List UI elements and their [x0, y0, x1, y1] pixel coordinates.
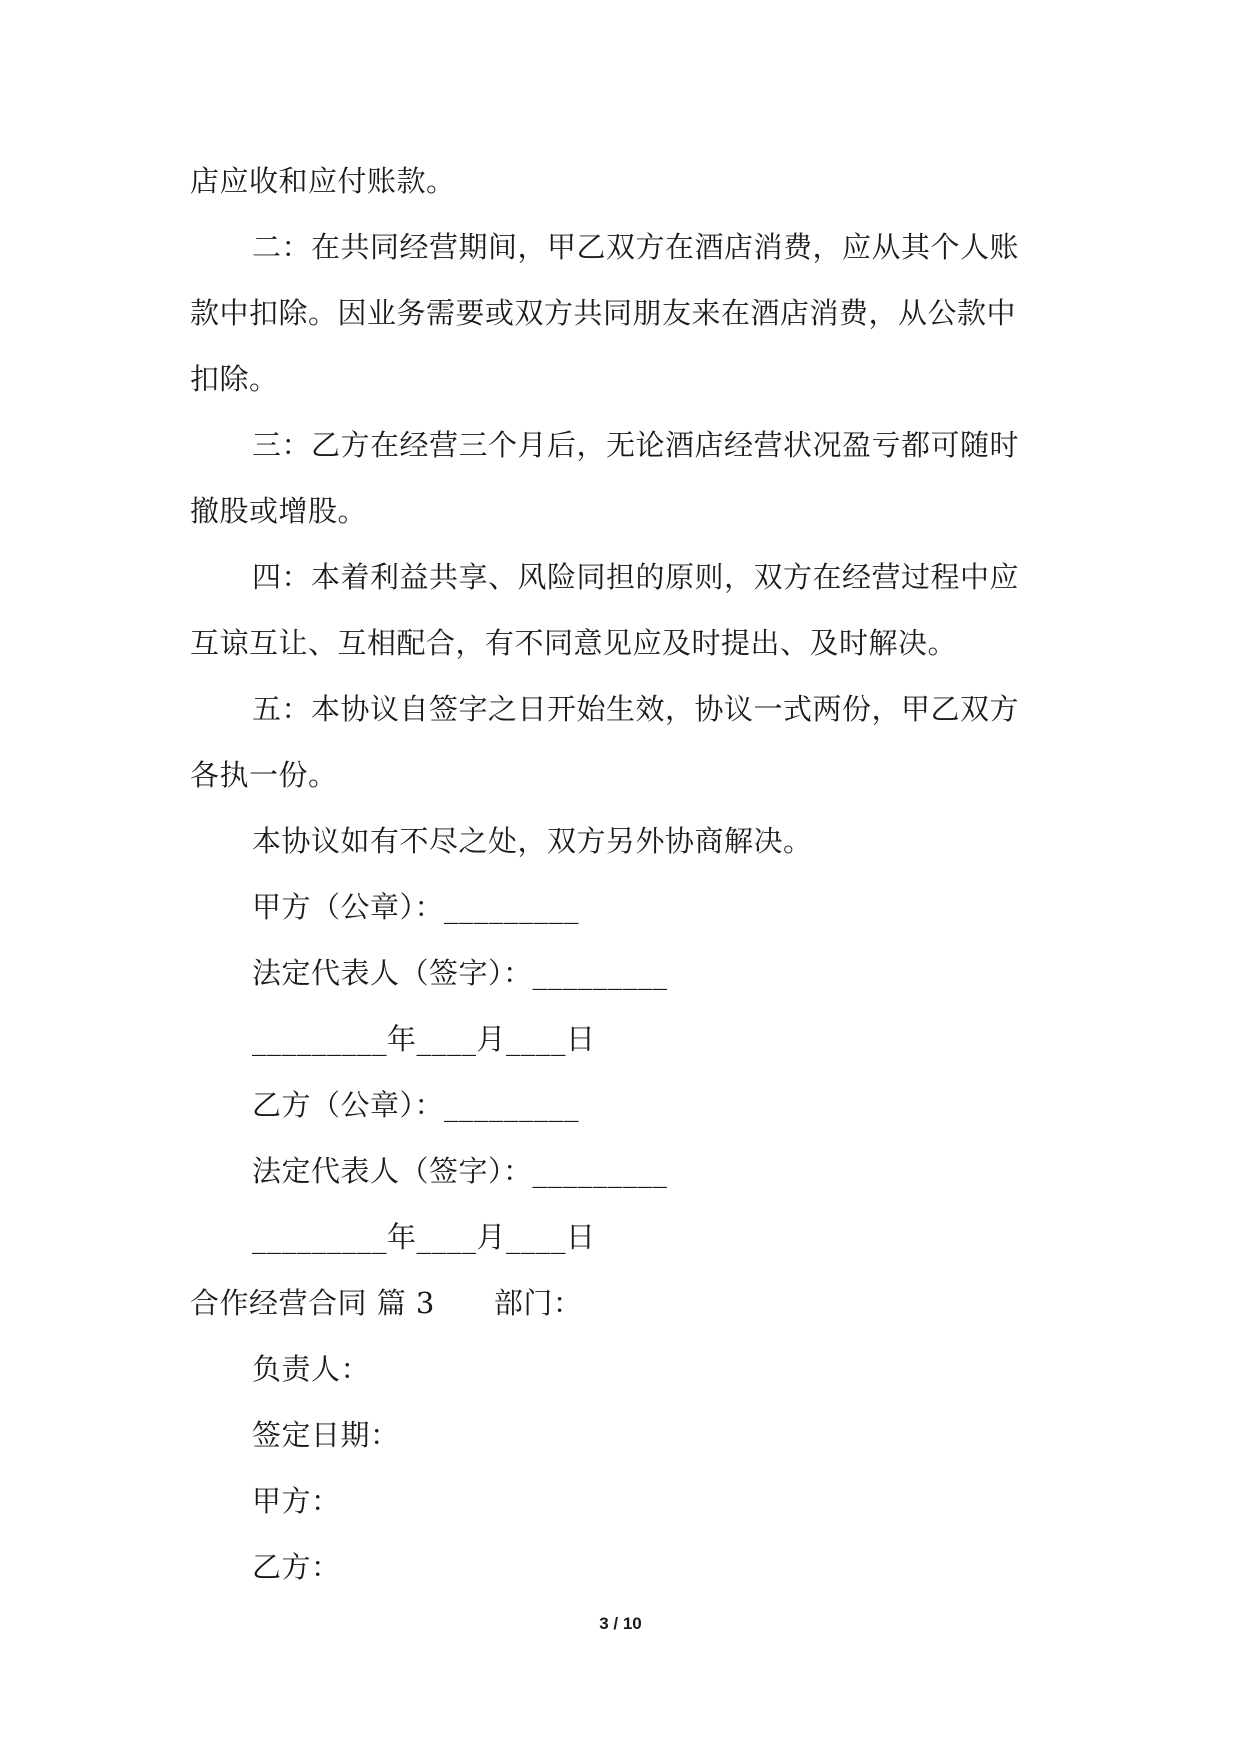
party-b-representative-field: 法定代表人（签字）：_________ [252, 1154, 668, 1188]
party-b-date-field: _________年____月____日 [252, 1220, 596, 1254]
clause-two-line-1: 二：在共同经营期间，甲乙双方在酒店消费，应从其个人账 [252, 230, 1020, 264]
responsible-person-field: 负责人： [252, 1352, 371, 1386]
party-b-seal-field: 乙方（公章）：_________ [252, 1088, 580, 1122]
clause-five-line-2: 各执一份。 [190, 758, 338, 792]
clause-two-line-2: 款中扣除。因业务需要或双方共同朋友来在酒店消费，从公款中 [190, 296, 1017, 330]
page-number: 3 / 10 [599, 1614, 642, 1633]
party-a-field: 甲方： [252, 1484, 341, 1518]
clause-two-line-3: 扣除。 [190, 362, 279, 396]
party-a-representative-field: 法定代表人（签字）：_________ [252, 956, 668, 990]
party-a-seal-field: 甲方（公章）：_________ [252, 890, 580, 924]
signing-date-field: 签定日期： [252, 1418, 400, 1452]
clause-four-line-2: 互谅互让、互相配合，有不同意见应及时提出、及时解决。 [190, 626, 958, 660]
clause-four-line-1: 四：本着利益共享、风险同担的原则，双方在经营过程中应 [252, 560, 1020, 594]
closing-statement: 本协议如有不尽之处，双方另外协商解决。 [252, 824, 813, 858]
clause-three-line-1: 三：乙方在经营三个月后，无论酒店经营状况盈亏都可随时 [252, 428, 1020, 462]
text-line: 店应收和应付账款。 [190, 164, 456, 198]
document-body [190, 148, 1056, 1600]
clause-three-line-2: 撤股或增股。 [190, 494, 368, 528]
section-heading: 合作经营合同 篇 3 部门： [190, 1286, 583, 1320]
clause-five-line-1: 五：本协议自签字之日开始生效，协议一式两份，甲乙双方 [252, 692, 1020, 726]
party-b-field: 乙方： [252, 1550, 341, 1584]
party-a-date-field: _________年____月____日 [252, 1022, 596, 1056]
